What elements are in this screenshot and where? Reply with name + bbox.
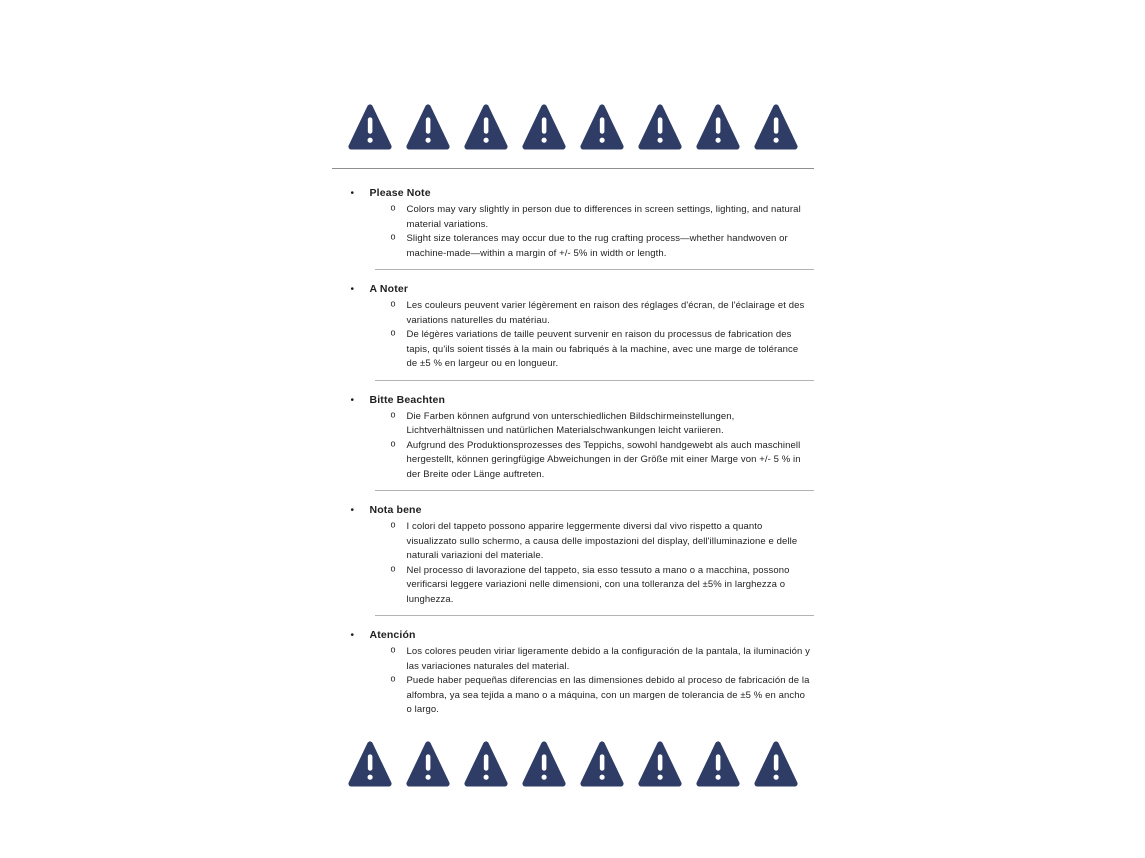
bullet-icon: • xyxy=(350,188,355,199)
note-item xyxy=(332,232,814,261)
warning-triangle-icon xyxy=(580,103,624,151)
warning-triangle-icon xyxy=(754,740,798,788)
section-items xyxy=(332,645,814,718)
sub-bullet-icon: o xyxy=(390,519,396,530)
bullet-icon: • xyxy=(350,630,355,641)
note-item xyxy=(332,520,814,564)
section-title: Please Note xyxy=(369,187,431,199)
warning-triangle-icon xyxy=(348,740,392,788)
warning-triangle-icon xyxy=(580,740,624,788)
section-items xyxy=(332,410,814,483)
bullet-icon: • xyxy=(350,284,355,295)
note-item-text: Colors may vary slightly in person due to differences in screen settings, lighting, and natural material variations. xyxy=(406,204,801,230)
note-item-text: Los colores peuden viriar ligeramente debido a la configuración de la pantala, la iluminación y las variaciones naturales del material. xyxy=(406,646,810,672)
note-section xyxy=(332,186,814,270)
note-item-text: Slight size tolerances may occur due to the rug crafting process—whether handwoven or machine-made—within a margin of +/- 5% in width or length. xyxy=(406,233,788,259)
document-page xyxy=(332,0,814,788)
warning-row-bottom xyxy=(332,740,814,788)
note-item-text: Die Farben können aufgrund von unterschiedlichen Bildschirmeinstellungen, Lichtverhältnissen und natürlichen Materialschwankungen leicht variieren. xyxy=(406,410,735,436)
section-divider xyxy=(375,380,814,381)
warning-triangle-icon xyxy=(464,740,508,788)
note-section xyxy=(332,628,814,718)
warning-triangle-icon xyxy=(696,103,740,151)
note-item-text: Nel processo di lavorazione del tappeto, sia esso tessuto a mano o a macchina, possono verificarsi leggere variazioni nelle dimensioni, con una tolleranza del ±5% in larghezza o lunghezza. xyxy=(406,564,790,605)
sub-bullet-icon: o xyxy=(390,673,396,684)
bullet-icon: • xyxy=(350,505,355,516)
warning-triangle-icon xyxy=(406,103,450,151)
sub-bullet-icon: o xyxy=(390,438,396,448)
sub-bullet-icon: o xyxy=(390,563,396,573)
section-items xyxy=(332,299,814,372)
warning-triangle-icon xyxy=(696,740,740,788)
warning-triangle-icon xyxy=(638,103,682,151)
note-item-text: Aufgrund des Produktionsprozesses des Teppichs, sowohl handgewebt als auch maschinell hergestellt, können geringfügige Abweichungen in der Größe mit einer Marge von +/- 5 % in der Breite oder Länge auftreten. xyxy=(406,439,801,480)
section-divider xyxy=(375,269,814,270)
bullet-icon: • xyxy=(350,394,355,406)
note-section xyxy=(332,282,814,381)
section-title-row xyxy=(332,628,814,643)
sub-bullet-icon: o xyxy=(390,202,396,213)
section-items xyxy=(332,203,814,261)
note-item xyxy=(332,203,814,232)
note-item xyxy=(332,564,814,608)
section-divider xyxy=(375,490,814,491)
note-item xyxy=(332,674,814,718)
note-item-text: I colori del tappeto possono apparire leggermente diversi dal vivo rispetto a quanto visualizzato sullo schermo, a causa delle impostazioni del display, dell'illuminazione e delle naturali variazioni del materiale. xyxy=(406,521,798,561)
warning-triangle-icon xyxy=(754,103,798,151)
warning-triangle-icon xyxy=(522,103,566,151)
sub-bullet-icon: o xyxy=(390,231,396,242)
warning-triangle-icon xyxy=(638,740,682,788)
section-divider xyxy=(375,615,814,616)
section-title: Bitte Beachten xyxy=(369,393,446,406)
section-title: A Noter xyxy=(369,283,409,295)
warning-triangle-icon xyxy=(406,740,450,788)
note-item-text: De légères variations de taille peuvent survenir en raison du processus de fabrication des tapis, qu'ils soient tissés à la main ou fabriqués à la machine, avec une marge de tolérance de ±5 % en largeur ou en longueur. xyxy=(406,329,799,369)
section-title: Atención xyxy=(369,629,416,641)
section-items xyxy=(332,520,814,607)
sub-bullet-icon: o xyxy=(390,409,396,419)
warning-triangle-icon xyxy=(522,740,566,788)
note-item-text: Les couleurs peuvent varier légèrement en raison des réglages d'écran, de l'éclairage et des variations naturelles du matériau. xyxy=(406,300,805,326)
note-item xyxy=(332,645,814,674)
note-item-text: Puede haber pequeñas diferencias en las dimensiones debido al proceso de fabricación de la alfombra, ya sea tejida a mano o a máquina, con un margen de tolerancia de ±5 % en ancho o largo. xyxy=(406,675,810,715)
note-item xyxy=(332,410,814,439)
sub-bullet-icon: o xyxy=(390,327,396,338)
section-title-row xyxy=(332,186,814,201)
note-section xyxy=(332,393,814,492)
section-title-row xyxy=(332,503,814,518)
section-title: Nota bene xyxy=(369,504,422,516)
note-item xyxy=(332,299,814,328)
note-item xyxy=(332,328,814,372)
warning-row-top xyxy=(332,103,814,151)
section-title-row xyxy=(332,393,814,408)
warning-triangle-icon xyxy=(464,103,508,151)
note-section xyxy=(332,503,814,616)
sub-bullet-icon: o xyxy=(390,298,396,309)
sections xyxy=(332,186,814,718)
warning-triangle-icon xyxy=(348,103,392,151)
top-rule xyxy=(332,168,814,169)
sub-bullet-icon: o xyxy=(390,644,396,655)
note-item xyxy=(332,439,814,483)
section-title-row xyxy=(332,282,814,297)
